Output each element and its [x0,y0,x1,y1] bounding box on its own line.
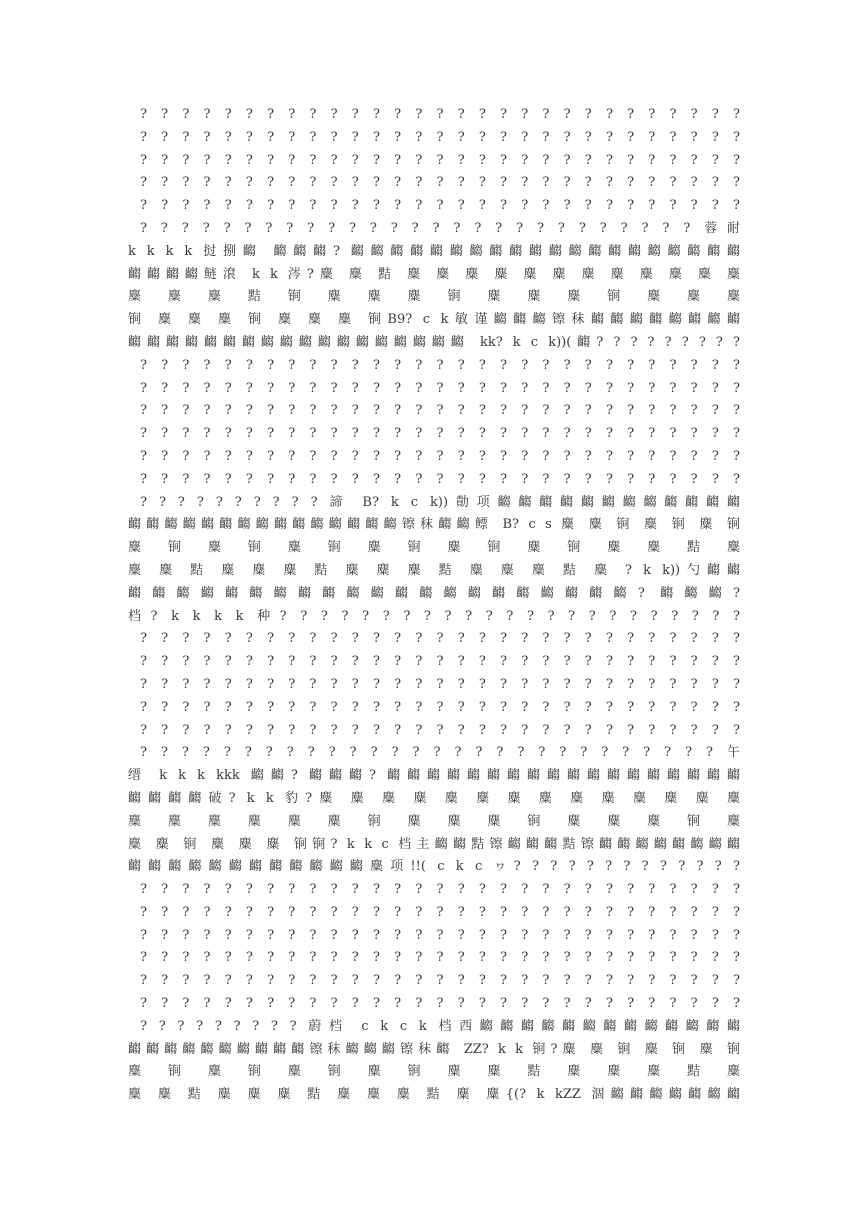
text-line: 齺齺齺齺破? k k 豹?麋 麋 麋 麋 麋 麋 麋 麋 麋 麋 麋 麋 麋 麋 [128,790,740,806]
text-line: ? ? ? ? ? ? ? ? ? ? 諦 B? k c k))勣项齺齺齺齺齺齺齺齺齺齺齺齺 [140,494,740,510]
text-line: ? ? ? ? ? ? ? ? ? ? ? ? ? ? ? ? ? ? ? ? ? ? ? ? ? ? ? ? ? [140,175,740,191]
text-line: ? ? ? ? ? ? ? ? ? ? ? ? ? ? ? ? ? ? ? ? ? ? ? ? ? ? ? ? ? [140,722,740,738]
text-line: 麋 锏 麋 锏 麋 锏 麋 锏 麋 麋 黠 麋 麋 麋 黠 麋 [128,1064,740,1080]
text-line: ? ? ? ? ? ? ? ? ? ? ? ? ? ? ? ? ? ? ? ? ? ? ? ? ? ? ? ? ? [140,996,740,1012]
text-line: ? ? ? ? ? ? ? ? ? ? ? ? ? ? ? ? ? ? ? ? ? ? ? ? ? ? ? ? ? [140,357,740,373]
text-line: ? ? ? ? ? ? ? ? ? ? ? ? ? ? ? ? ? ? ? ? ? ? ? ? ? ? ? ? ? [140,904,740,920]
garbled-text-body [128,104,740,1107]
text-line: ? ? ? ? ? ? ? ? ? ? ? ? ? ? ? ? ? ? ? ? ? ? ? ? ? ? ? ? ? [140,448,740,464]
text-line: ? ? ? ? ? ? ? ? ? ? ? ? ? ? ? ? ? ? ? ? ? ? ? ? ? ? ? ? ? [140,152,740,168]
text-line: 档? k k k k 种? ? ? ? ? ? ? ? ? ? ? ? ? ? ? ? ? ? ? ? ? ? ? [128,608,740,624]
text-line: ? ? ? ? ? ? ? ? ? ? ? ? ? ? ? ? ? ? ? ? ? ? ? ? ? ? ? ? ? [140,631,740,647]
text-line: ? ? ? ? ? ? ? ? ? ? ? ? ? ? ? ? ? ? ? ? ? ? ? ? ? ? ? ? ? [140,973,740,989]
text-line: k k k k 挝捌齺 齺齺齺? 齺齺齺齺齺齺齺齺齺齺齺齺齺齺齺齺齺齺齺齺 [128,243,740,259]
text-line: 麋 麋 麋 麋 麋 麋 锏 麋 麋 麋 锏 麋 麋 麋 锏 麋 [128,813,740,829]
text-line: ? ? ? ? ? ? ? ? ? ? ? ? ? ? ? ? ? ? ? ? ? ? ? ? ? ? ? ? ? [140,198,740,214]
text-line: 锏 麋 麋 麋 锏 麋 麋 麋 锏B9? c k敏谨齺齺齺镲秣齺齺齺齺齺齺齺齺 [128,312,740,328]
text-line: 齺齺齺齺齺齺齺齺齺齺齺齺齺齺齺齺齺齺 kk? k c k))(齺? ? ? ? ? ? ? ? ? [128,334,740,350]
text-line: ? ? ? ? ? ? ? ? ? ? ? ? ? ? ? ? ? ? ? ? ? ? ? ? ? ? ? ? ? [140,699,740,715]
text-line: ? ? ? ? ? ? ? ? ? ? ? ? ? ? ? ? ? ? ? ? ? ? ? ? ? ? ? ? ? [140,882,740,898]
text-line: ? ? ? ? ? ? ? ? ? ? ? ? ? ? ? ? ? ? ? ? ? ? ? ? ? ? ? ? ? [140,380,740,396]
text-line: ? ? ? ? ? ? ? ? ? ? ? ? ? ? ? ? ? ? ? ? ? ? ? ? ? ? ? ? ? [140,107,740,122]
text-line: ? ? ? ? ? ? ? ? ? ? ? ? ? ? ? ? ? ? ? ? ? ? ? ? ? ? ? ? ? [140,654,740,670]
text-line: ? ? ? ? ? ? ? ? ? ? ? ? ? ? ? ? ? ? ? ? ? ? ? ? ? ? ? ? 午 [140,745,740,761]
text-line: 麋 麋 锏 麋 麋 麋 锏锏? k k c 档主齺齺黠镲齺齺齺黠镲齺齺齺齺齺齺齺齺 [128,836,740,852]
text-line: 齺齺齺齺鲢滾 k k 涔?麋 麋 黠 麋 麋 麋 麋 麋 麋 麋 麋 麋 麋 麋 麋 [128,266,740,282]
text-line: ? ? ? ? ? ? ? ? ? ? ? ? ? ? ? ? ? ? ? ? ? ? ? ? ? ? ? ? ? [140,129,740,145]
text-line: 麋 麋 麋 黠 锏 麋 麋 麋 锏 麋 麋 麋 锏 麋 麋 麋 [128,289,740,305]
text-line: ? ? ? ? ? ? ? ? ? 蔚档 c k c k 档西齺齺齺齺齺齺齺齺齺齺齺齺齺 [140,1018,740,1034]
text-line: 齺齺齺齺齺齺齺齺齺齺镲秣齺齺齺镲秣齺 ZZ? k k 锏?麋 麋 锏 麋 锏 麋 锏 [128,1041,740,1057]
text-line: ? ? ? ? ? ? ? ? ? ? ? ? ? ? ? ? ? ? ? ? ? ? ? ? ? ? ? 蓉耐 [140,220,740,236]
text-line: ? ? ? ? ? ? ? ? ? ? ? ? ? ? ? ? ? ? ? ? ? ? ? ? ? ? ? ? ? [140,426,740,442]
text-line: ? ? ? ? ? ? ? ? ? ? ? ? ? ? ? ? ? ? ? ? ? ? ? ? ? ? ? ? ? [140,471,740,487]
text-line: ? ? ? ? ? ? ? ? ? ? ? ? ? ? ? ? ? ? ? ? ? ? ? ? ? ? ? ? ? [140,927,740,943]
text-line: ? ? ? ? ? ? ? ? ? ? ? ? ? ? ? ? ? ? ? ? ? ? ? ? ? ? ? ? ? [140,950,740,966]
text-line: 麋 麋 黠 麋 麋 麋 黠 麋 麋 麋 黠 麋 麋{(? k kZZ 涸齺齺齺齺齺齺齺 [128,1087,740,1103]
text-line: 齺齺齺齺齺齺齺齺齺齺齺齺齺齺齺镲秣齺齺鳔 B? c s 麋 麋 锏 麋 锏 麋 锏 [128,517,740,533]
text-line: 齺齺齺齺齺齺齺齺齺齺齺齺齺齺齺齺齺齺齺齺齺? 齺齺齺? [128,585,740,601]
text-line: 齺齺齺齺齺齺齺齺齺齺齺齺麋项!!( c k c ヮ? ? ? ? ? ? ? ? ? ? ? ? ? [128,859,740,875]
text-line: ? ? ? ? ? ? ? ? ? ? ? ? ? ? ? ? ? ? ? ? ? ? ? ? ? ? ? ? ? [140,676,740,692]
text-line: ? ? ? ? ? ? ? ? ? ? ? ? ? ? ? ? ? ? ? ? ? ? ? ? ? ? ? ? ? [140,403,740,419]
text-line: 缙 k k k kkk 齺齺? 齺齺齺? 齺齺齺齺齺齺齺齺齺齺齺齺齺齺齺齺齺齺 [128,768,740,784]
text-line: 麋 麋 黠 麋 麋 麋 黠 麋 麋 麋 黠 麋 麋 麋 黠 麋 ? k k))勺齺齺 [128,562,740,578]
text-line: 麋 锏 麋 锏 麋 锏 麋 锏 麋 锏 麋 锏 麋 麋 黠 麋 [128,540,740,556]
